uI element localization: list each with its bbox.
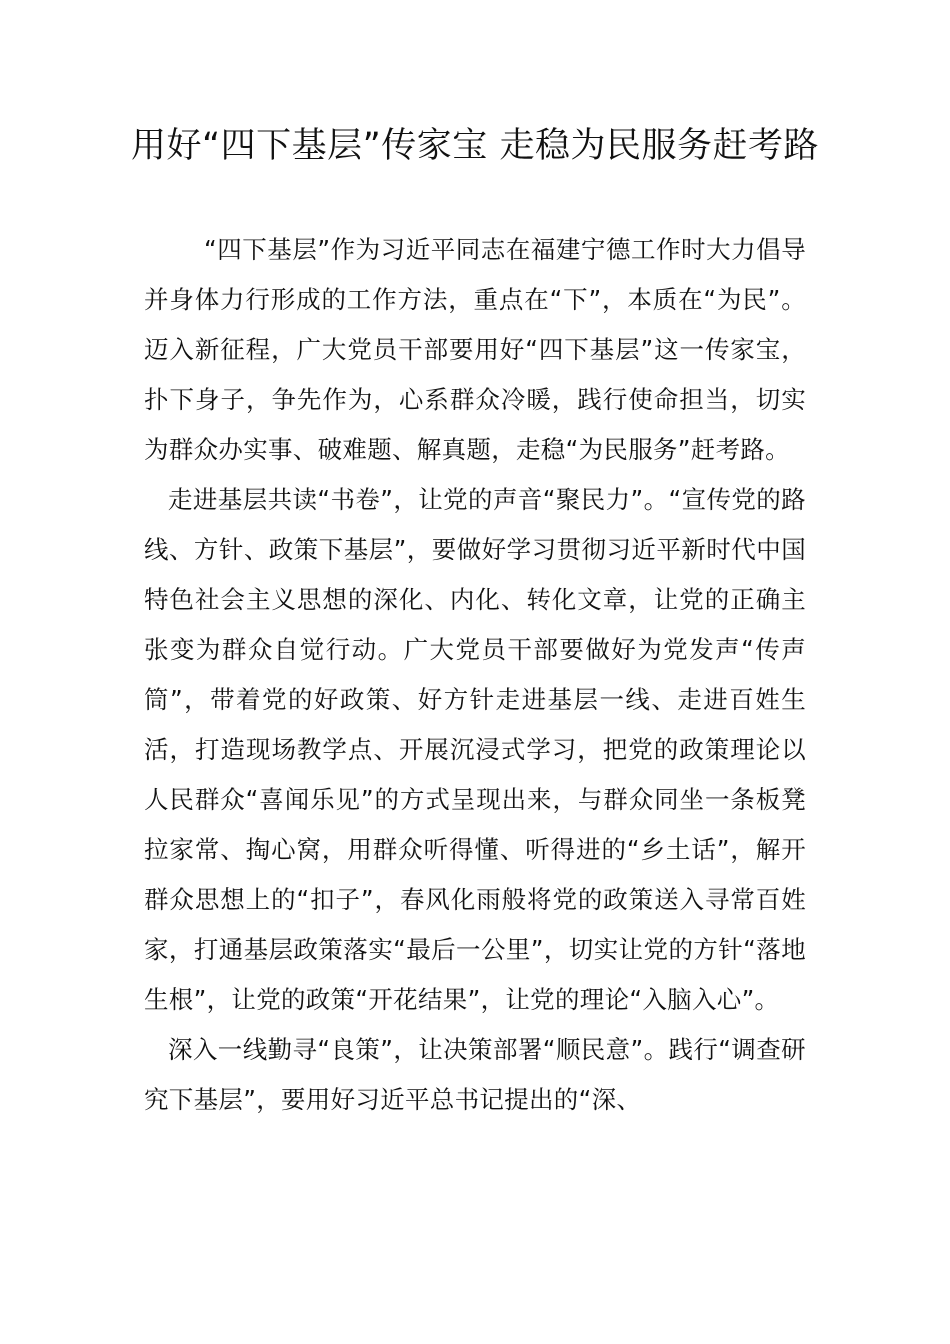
paragraph-intro: “四下基层”作为习近平同志在福建宁德工作时大力倡导并身体力行形成的工作方法，重点在“下”，本质在“为民”。迈入新征程，广大党员干部要用好“四下基层”这一传家宝，扑下身子，争先作为，心系群众冷暖，践行使命担当，切实为群众办实事、破难题、解真题，走稳“为民服务”赶考路。 <box>144 235 806 464</box>
paragraph-section-1: 走进基层共读“书卷”，让党的声音“聚民力”。“宣传党的路线、方针、政策下基层”，要做好学习贯彻习近平新时代中国特色社会主义思想的深化、内化、转化文章，让党的正确主张变为群众自觉行动。广大党员干部要做好为党发声“传声筒”，带着党的好政策、好方针走进基层一线、走进百姓生活，打造现场教学点、开展沉浸式学习，把党的政策理论以人民群众“喜闻乐见”的方式呈现出来，与群众同坐一条板凳拉家常、掏心窝，用群众听得懂、听得进的“乡土话”，解开群众思想上的“扣子”，春风化雨般将党的政策送入寻常百姓家，打通基层政策落实“最后一公里”，切实让党的方针“落地生根”，让党的政策“开花结果”，让党的理论“入脑入心”。 <box>144 485 806 1014</box>
document-title: 用好“四下基层”传家宝 走稳为民服务赶考路 <box>131 126 819 166</box>
paragraph-section-2: 深入一线勤寻“良策”，让决策部署“顺民意”。践行“调查研究下基层”，要用好习近平总书记提出的“深、 <box>144 1035 806 1114</box>
document-body <box>144 225 806 1125</box>
